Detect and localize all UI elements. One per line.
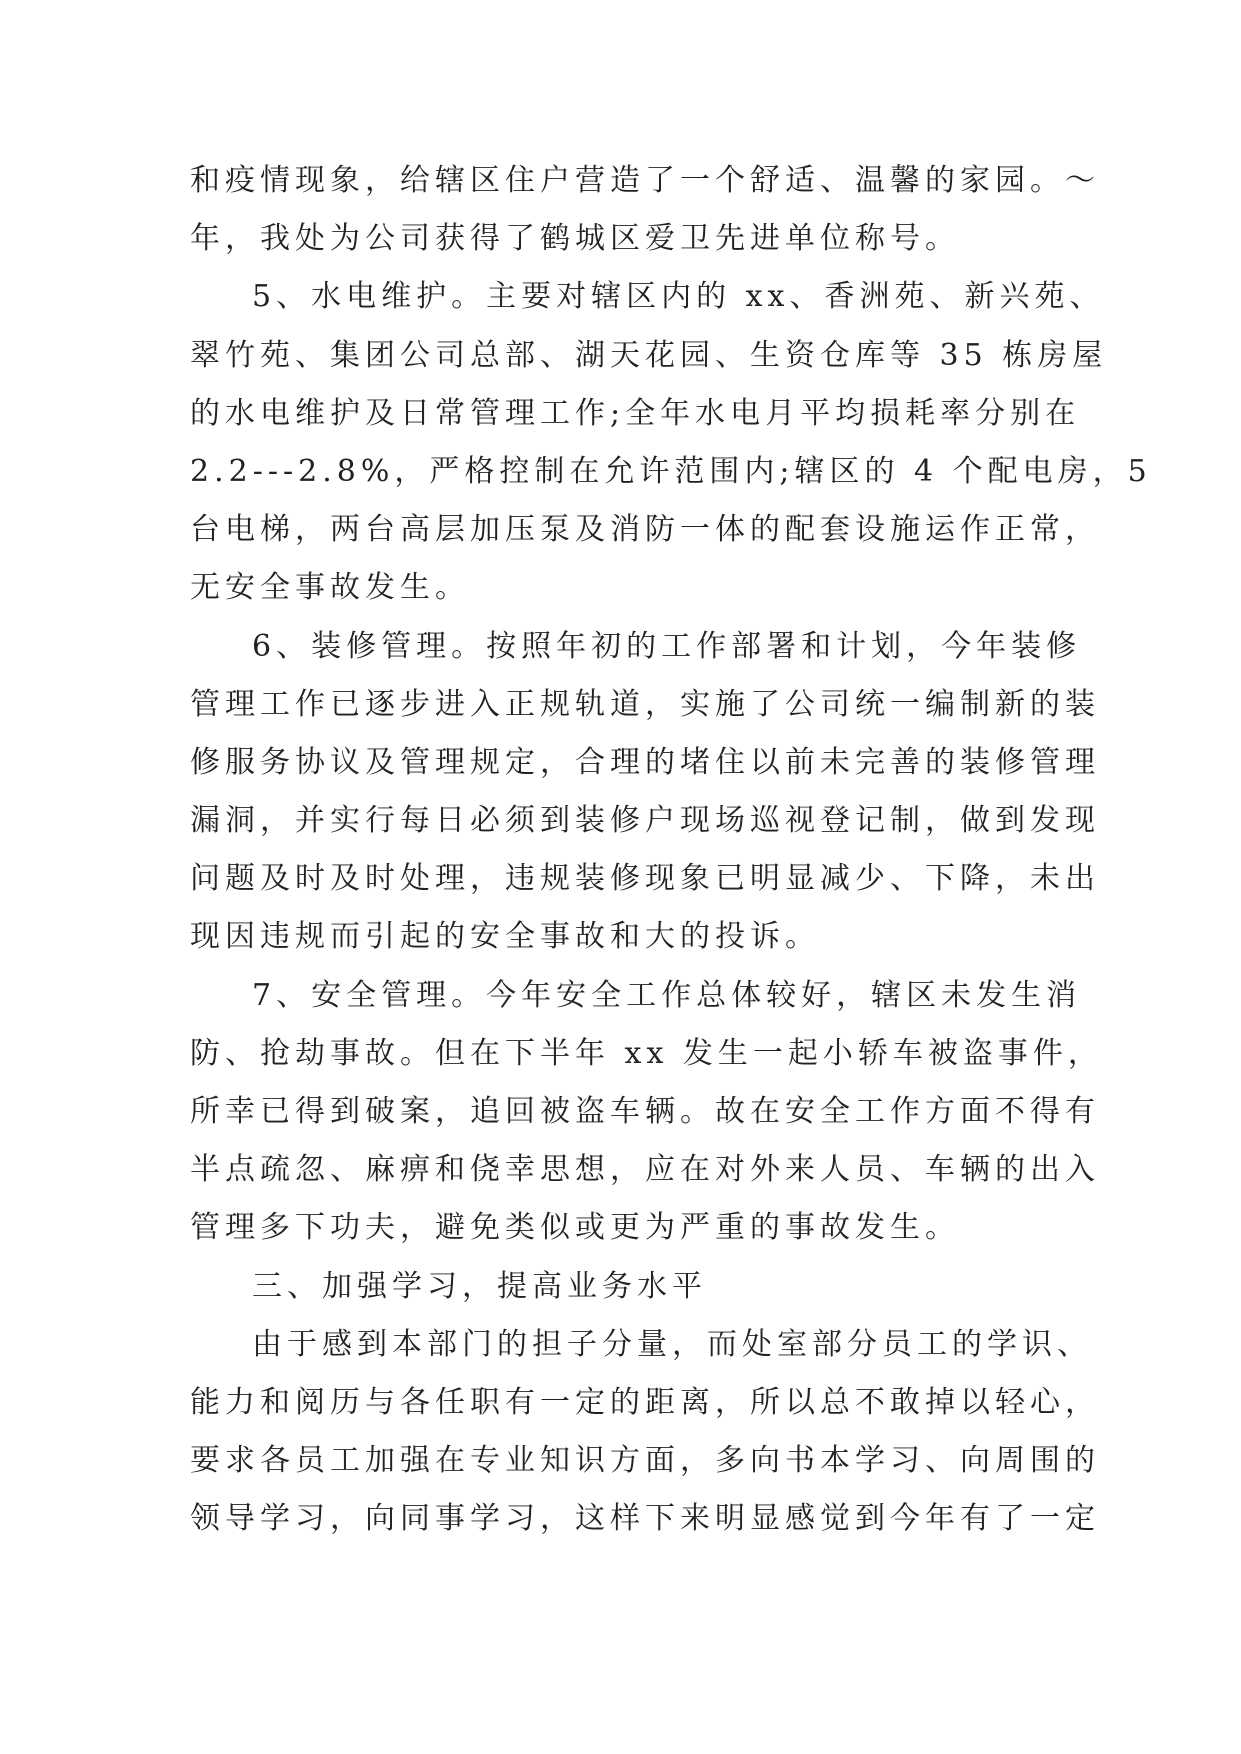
text-line: 所幸已得到破案，追回被盗车辆。故在安全工作方面不得有 (190, 1094, 1100, 1129)
paragraph-start-line: 由于感到本部门的担子分量，而处室部分员工的学识、 (252, 1326, 1092, 1362)
text-line: 管理工作已逐步进入正规轨道，实施了公司统一编制新的装 (190, 686, 1100, 722)
text-line: 管理多下功夫，避免类似或更为严重的事故发生。 (190, 1210, 960, 1246)
text-line: 的水电维护及日常管理工作;全年水电月平均损耗率分别在 (190, 395, 1081, 431)
document-body (190, 152, 1152, 1549)
paragraph-start-line: 5、水电维护。主要对辖区内的 xx、香洲苑、新兴苑、 (252, 279, 1105, 315)
paragraph-start-line: 6、装修管理。按照年初的工作部署和计划，今年装修 (252, 628, 1082, 664)
text-line: 领导学习，向同事学习，这样下来明显感觉到今年有了一定 (190, 1501, 1100, 1537)
text-line: 半点疏忽、麻痹和侥幸思想，应在对外来人员、车辆的出入 (190, 1152, 1100, 1188)
text-line: 翠竹苑、集团公司总部、湖天花园、生资仓库等 35 栋房屋 (190, 337, 1108, 373)
text-line: 防、抢劫事故。但在下半年 xx 发生一起小轿车被盗事件， (190, 1035, 1103, 1071)
section-heading: 三、加强学习，提高业务水平 (252, 1268, 707, 1304)
text-line: 台电梯，两台高层加压泵及消防一体的配套设施运作正常， (190, 512, 1100, 548)
text-line: 要求各员工加强在专业知识方面，多向书本学习、向周围的 (190, 1443, 1100, 1479)
text-line: 无安全事故发生。 (190, 570, 470, 606)
text-line: 年，我处为公司获得了鹤城区爱卫先进单位称号。 (190, 221, 960, 257)
text-line: 现因违规而引起的安全事故和大的投诉。 (190, 919, 820, 955)
text-line: 问题及时及时处理，违规装修现象已明显减少、下降，未出 (190, 861, 1100, 897)
text-line: 修服务协议及管理规定，合理的堵住以前未完善的装修管理 (190, 744, 1100, 780)
text-line: 和疫情现象，给辖区住户营造了一个舒适、温馨的家园。～ (190, 163, 1100, 198)
text-line: 2.2---2.8%，严格控制在允许范围内;辖区的 4 个配电房，5 (190, 453, 1152, 489)
text-line: 能力和阅历与各任职有一定的距离，所以总不敢掉以轻心， (190, 1384, 1100, 1420)
paragraph-start-line: 7、安全管理。今年安全工作总体较好，辖区未发生消 (252, 977, 1082, 1013)
text-line: 漏洞，并实行每日必须到装修户现场巡视登记制，做到发现 (190, 803, 1100, 839)
